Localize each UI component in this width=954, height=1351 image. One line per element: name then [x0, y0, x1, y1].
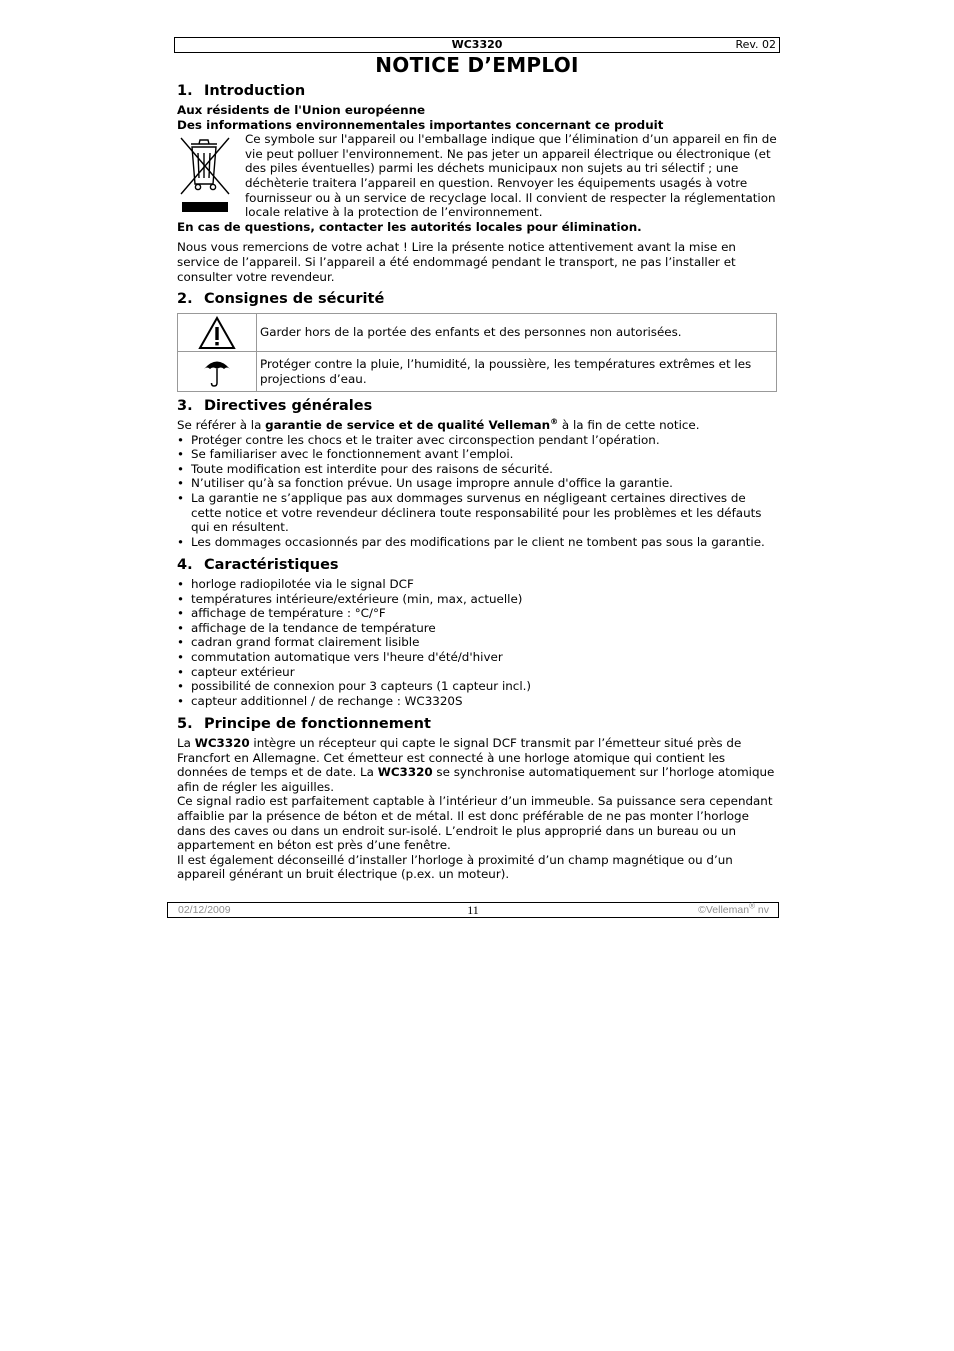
header-revision: Rev. 02 [735, 38, 776, 51]
list-item: • températures intérieure/extérieure (min, max, actuelle) [177, 592, 779, 607]
list-item: • Se familiariser avec le fonctionnement avant l’emploi. [177, 447, 779, 462]
footer-copyright: ©Velleman® nv [698, 901, 769, 916]
principle-paragraph-1: La WC3320 intègre un récepteur qui capte le signal DCF transmit par l’émetteur situé près de Francfort en Allemagne. Cet émetteur est connecté à une horloge atomique qui contient les données de temps et de date. La WC3320 se synchronise automatiquement sur l’horloge atomique afin de régler les aiguilles. [177, 736, 775, 794]
list-item: • La garantie ne s’applique pas aux dommages survenus en négligeant certaines directives de cette notice et votre revendeur déclinera toute responsabilité pour les problèmes et les défauts qui en résultent. [177, 491, 779, 535]
document-title: NOTICE D’EMPLOI [375, 53, 579, 77]
weee-notice [177, 132, 779, 220]
section-number: 2. [177, 291, 193, 307]
section-title: Directives générales [204, 398, 373, 414]
footer-date: 02/12/2009 [178, 904, 231, 916]
weee-symbol [177, 132, 245, 214]
safety-row [178, 352, 777, 392]
section-number: 4. [177, 557, 193, 573]
list-item: • possibilité de connexion pour 3 capteurs (1 capteur incl.) [177, 679, 779, 694]
safety-icon-cell [178, 314, 257, 352]
section-principle [177, 715, 779, 882]
section-heading [177, 82, 779, 100]
warranty-reference: Se référer à la garantie de service et de qualité Velleman® à la fin de cette notice. [177, 417, 700, 432]
section-heading [177, 290, 779, 308]
directives-list [177, 433, 779, 550]
safety-icon-cell [178, 352, 257, 392]
safety-text: Protéger contre la pluie, l’humidité, la poussière, les températures extrêmes et les projections d’eau. [257, 352, 777, 392]
section-title: Introduction [204, 83, 306, 99]
section-introduction [177, 82, 779, 284]
warning-triangle-icon [198, 316, 236, 350]
page-header [174, 37, 780, 53]
features-list [177, 577, 779, 708]
list-item: • Les dommages occasionnés par des modifications par le client ne tombent pas sous la garantie. [177, 535, 779, 550]
list-item: • affichage de la tendance de température [177, 621, 779, 636]
environment-info-heading: Des informations environnementales importantes concernant ce produit [177, 117, 664, 132]
section-safety [177, 290, 779, 392]
section-directives [177, 397, 779, 549]
safety-text: Garder hors de la portée des enfants et des personnes non autorisées. [257, 314, 777, 352]
list-item: • cadran grand format clairement lisible [177, 635, 779, 650]
page-number: 11 [467, 903, 479, 917]
list-item: • affichage de température : °C/°F [177, 606, 779, 621]
umbrella-icon [202, 356, 232, 388]
crossed-bin-icon [177, 132, 237, 214]
list-item: • commutation automatique vers l'heure d'été/d'hiver [177, 650, 779, 665]
page-footer [167, 902, 779, 918]
safety-row [178, 314, 777, 352]
section-title: Principe de fonctionnement [204, 716, 431, 732]
principle-paragraph-3: Il est également déconseillé d’installer l’horloge à proximité d’un champ magnétique ou d’un appareil générant un bruit électrique (p.ex. un moteur). [177, 852, 733, 882]
section-title: Caractéristiques [204, 557, 339, 573]
section-title: Consignes de sécurité [204, 291, 385, 307]
section-heading [177, 397, 779, 415]
weee-explanation: Ce symbole sur l'appareil ou l'emballage indique que l’élimination d’un appareil en fin de vie peut polluer l'environnement. Ne pas jeter un appareil électrique ou électronique (et des piles éventuelles) parmi les déchets municipaux non sujets au tri sélectif ; une déchèterie traitera l’appareil en question. Renvoyer les équipements usagés à votre fournisseur ou à un service de recyclage local. Il convient de respecter la réglementation locale relative à la protection de l’environnement. [245, 132, 777, 220]
section-heading [177, 556, 779, 574]
contact-authorities: En cas de questions, contacter les autorités locales pour élimination. [177, 219, 642, 234]
list-item: • horloge radiopilotée via le signal DCF [177, 577, 779, 592]
thanks-paragraph: Nous vous remercions de votre achat ! Lire la présente notice attentivement avant la mise en service de l’appareil. Si l’appareil a été endommagé pendant le transport, ne pas l’installer et consulter votre revendeur. [177, 240, 736, 284]
list-item: • capteur additionnel / de rechange : WC3320S [177, 694, 779, 709]
section-features [177, 556, 779, 708]
header-model: WC3320 [451, 38, 503, 51]
list-item: • Toute modification est interdite pour des raisons de sécurité. [177, 462, 779, 477]
section-number: 1. [177, 83, 193, 99]
section-number: 5. [177, 716, 193, 732]
section-heading [177, 715, 779, 733]
list-item: • capteur extérieur [177, 665, 779, 680]
list-item: • Protéger contre les chocs et le traiter avec circonspection pendant l’opération. [177, 433, 779, 448]
principle-paragraph-2: Ce signal radio est parfaitement captable à l’intérieur d’un immeuble. Sa puissance sera cependant affaiblie par la présence de béton et de métal. Il est donc préférable de ne pas monter l’horloge dans des caves ou dans un endroit sur-isolé. L’endroit le plus approprié dans un bureau ou un appartement en béton est près d’une fenêtre. [177, 794, 773, 853]
list-item: • N’utiliser qu’à sa fonction prévue. Un usage impropre annule d'office la garantie. [177, 476, 779, 491]
section-number: 3. [177, 398, 193, 414]
safety-table [177, 313, 777, 392]
eu-residents-heading: Aux résidents de l'Union européenne [177, 103, 426, 117]
